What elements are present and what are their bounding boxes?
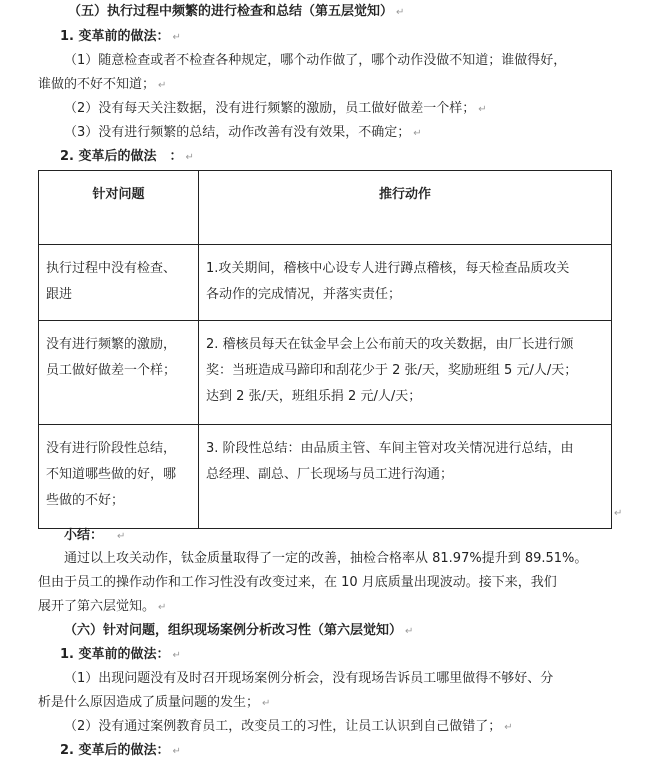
section6-before-item-1: （1）出现问题没有及时召开现场案例分析会，没有现场告诉员工哪里做得不够好、分 [64,671,554,686]
section5-before-item-1: （1）随意检查或者不检查各种规定，哪个动作做了，哪个动作没做不知道；谁做得好， [64,53,567,68]
table-cell-problem: 没有进行阶段性总结， 不知道哪些做的好，哪 些做的不好； [39,425,199,529]
section5-before-heading: 1. 变革前的做法： ↵ [60,29,181,44]
summary-line-2: 但由于员工的操作动作和工作习性没有改变过来，在 10 月底质量出现波动。接下来，我们 [38,575,557,590]
table-cell-problem: 执行过程中没有检查、 跟进 [39,245,199,321]
table-header-action: 推行动作 [199,171,612,245]
section6-title: （六）针对问题，组织现场案例分析改习性（第六层觉知） ↵ [64,623,414,638]
section5-before-item-3: （3）没有进行频繁的总结，动作改善有没有效果，不确定； ↵ [64,125,422,140]
section6-after-heading: 2. 变革后的做法： ↵ [60,743,181,758]
section6-before-item-2: （2）没有通过案例教育员工，改变员工的习性，让员工认识到自己做错了； ↵ [64,719,513,734]
table-cell-action: 3. 阶段性总结：由品质主管、车间主管对攻关情况进行总结，由 总经理、副总、厂长现场与员工进行沟通； [199,425,612,529]
section6-before-item-1-cont: 析是什么原因造成了质量问题的发生； ↵ [38,695,271,710]
section5-before-item-1-cont: 谁做的不好不知道； ↵ [38,77,167,92]
table-row [39,321,612,425]
table-row [39,425,612,529]
table-cell-action: 2. 稽核员每天在钛金早会上公布前天的攻关数据，由厂长进行颁 奖：当班造成马蹄印和刮花少于 2 张/天，奖励班组 5 元/人/天； 达到 2 张/天，班组乐捐 2 元/人/天； [199,321,612,425]
section5-before-item-2: （2）没有每天关注数据，没有进行频繁的激励，员工做好做差一个样； ↵ [64,101,487,116]
table-header-row [39,171,612,245]
table-header-problem: 针对问题 [39,171,199,245]
summary-heading: 小结： ↵ [64,528,126,543]
table-cell-problem: 没有进行频繁的激励， 员工做好做差一个样； [39,321,199,425]
action-table [38,170,612,529]
table-end-mark: ↵ [614,508,623,519]
table-cell-action: 1.攻关期间，稽核中心设专人进行蹲点稽核，每天检查品质攻关 各动作的完成情况，并落实责任； [199,245,612,321]
summary-line-3: 展开了第六层觉知。 ↵ [38,599,167,614]
section5-after-heading: 2. 变革后的做法 ： ↵ [60,149,194,164]
section6-before-heading: 1. 变革前的做法： ↵ [60,647,181,662]
table-row [39,245,612,321]
summary-line-1: 通过以上攻关动作，钛金质量取得了一定的改善，抽检合格率从 81.97%提升到 89.51%。 [64,551,588,566]
section5-title: （五）执行过程中频繁的进行检查和总结（第五层觉知） ↵ [68,4,405,19]
